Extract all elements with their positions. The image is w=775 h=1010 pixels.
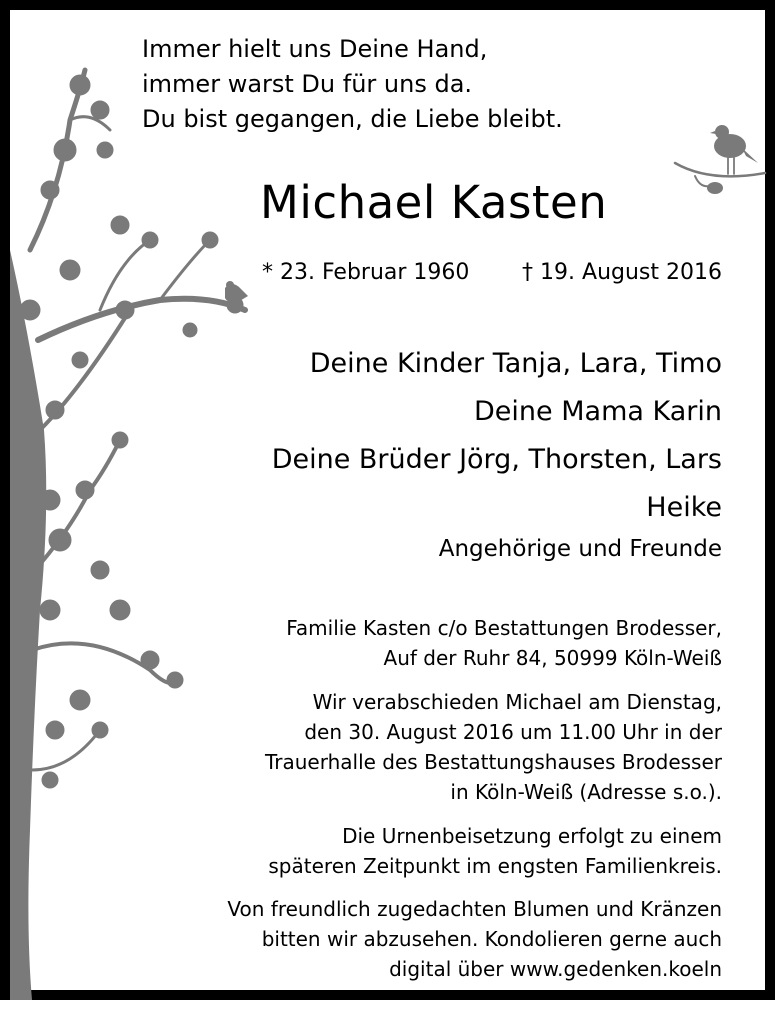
notice-line: Wir verabschieden Michael am Dienstag, — [312, 690, 722, 714]
bird-on-branch-icon — [670, 118, 770, 208]
ceremony-paragraph — [265, 687, 722, 807]
quote-line: Immer hielt uns Deine Hand, — [142, 35, 488, 63]
quote-line: immer warst Du für uns da. — [142, 70, 473, 98]
notice-line: digital über www.gedenken.koeln — [389, 957, 722, 981]
death-date: † 19. August 2016 — [522, 260, 722, 285]
notice-line: bitten wir abzusehen. Kondolieren gerne auch — [261, 927, 722, 951]
tree-silhouette-icon — [10, 10, 270, 1010]
notice-line: Die Urnenbeisetzung erfolgt zu einem — [342, 824, 722, 848]
notice-line: den 30. August 2016 um 11.00 Uhr in der — [304, 720, 722, 744]
mourner-line: Deine Kinder Tanja, Lara, Timo — [309, 348, 722, 379]
deceased-name: Michael Kasten — [260, 176, 608, 229]
mourner-line: Deine Brüder Jörg, Thorsten, Lars — [271, 444, 722, 475]
relatives-line: Angehörige und Freunde — [438, 536, 722, 562]
birth-date: * 23. Februar 1960 — [262, 260, 470, 285]
mourner-line: Heike — [646, 492, 722, 523]
notice-line: Trauerhalle des Bestattungshauses Brodesser — [264, 750, 722, 774]
notice-line: späteren Zeitpunkt im engsten Familienkreis. — [268, 854, 722, 878]
notice-line: Familie Kasten c/o Bestattungen Brodesser, — [286, 616, 722, 640]
address-paragraph — [286, 613, 722, 673]
flowers-paragraph — [227, 894, 722, 984]
mourner-line: Deine Mama Karin — [474, 396, 722, 427]
notice-line: Von freundlich zugedachten Blumen und Kränzen — [227, 897, 722, 921]
mourners-list — [272, 340, 722, 532]
memorial-quote — [142, 32, 563, 137]
notice-line: in Köln-Weiß (Adresse s.o.). — [450, 780, 722, 804]
notice-line: Auf der Ruhr 84, 50999 Köln-Weiß — [383, 646, 722, 670]
urn-paragraph — [268, 821, 722, 881]
quote-line: Du bist gegangen, die Liebe bleibt. — [142, 105, 563, 133]
